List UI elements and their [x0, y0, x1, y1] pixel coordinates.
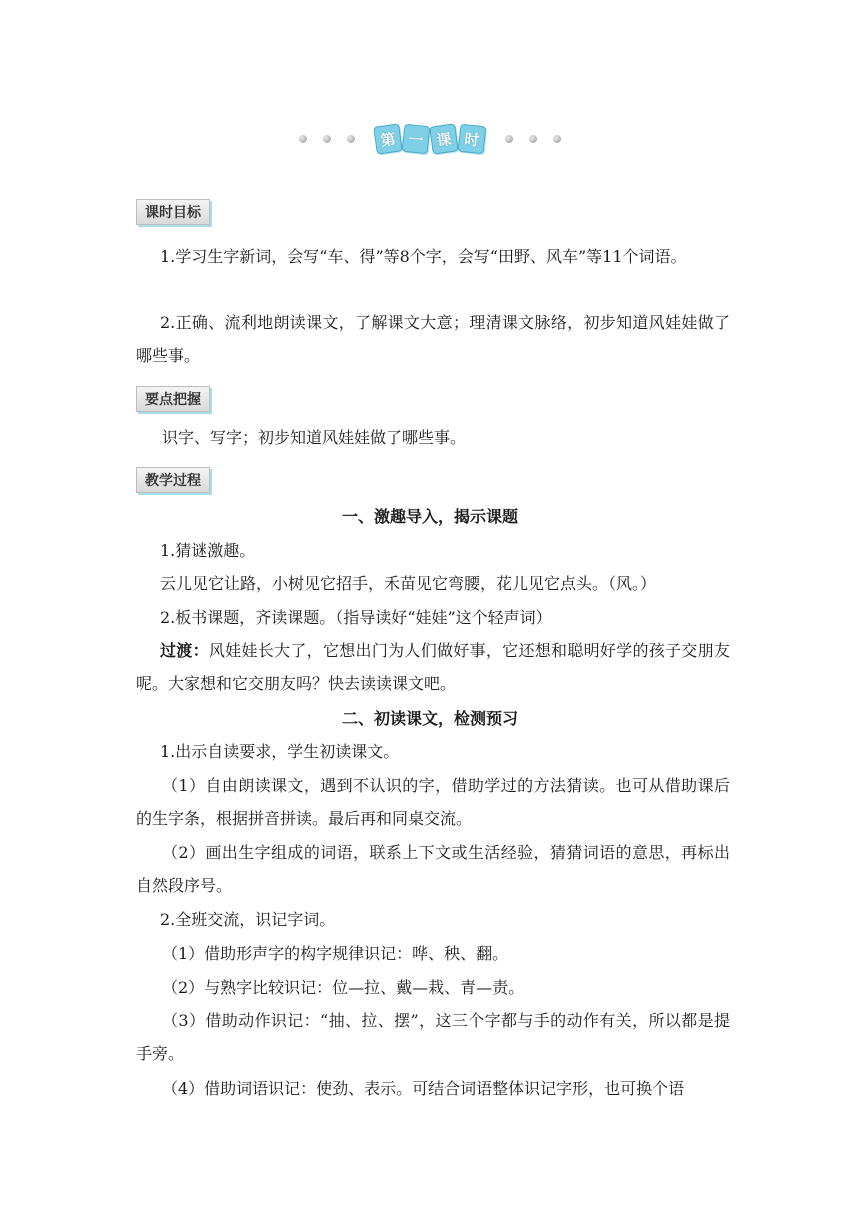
key-points-label	[136, 386, 210, 412]
section-heading-1: 一、激趣导入，揭示课题	[341, 507, 518, 526]
paragraph: 1.出示自读要求，学生初读课文。	[160, 742, 400, 761]
objective-item-1: 1.学习生字新词，会写“车、得”等8个字，会写“田野、风车”等11个词语。	[160, 247, 687, 266]
dot-icon	[299, 135, 307, 143]
paragraph: （2）与熟字比较识记：位—拉、戴—栽、青—责。	[162, 978, 525, 997]
lesson-char: 一	[402, 124, 431, 155]
lesson-char: 课	[429, 123, 459, 154]
lesson-char: 时	[458, 124, 487, 155]
left-dots	[291, 135, 363, 143]
lesson-char: 第	[373, 123, 403, 154]
lesson-badge	[375, 125, 485, 153]
paragraph: （4）借助词语识记：使劲、表示。可结合词语整体识记字形，也可换个语	[162, 1079, 685, 1098]
objective-item-2: 2.正确、流利地朗读课文，了解课文大意；理清课文脉络，初步知道风娃娃做了哪些事。	[136, 313, 730, 365]
paragraph: 云儿见它让路，小树见它招手，禾苗见它弯腰，花儿见它点头。（风。）	[160, 574, 657, 593]
objectives-label-text: 课时目标	[145, 205, 201, 221]
section-heading-2: 二、初读课文，检测预习	[341, 709, 518, 728]
key-points-label-text: 要点把握	[145, 392, 201, 408]
right-dots	[497, 135, 569, 143]
paragraph: （1）借助形声字的构字规律识记：哗、秧、翻。	[162, 944, 509, 963]
paragraph: 2.全班交流，识记字词。	[160, 910, 336, 929]
paragraph: （2）画出生字组成的词语，联系上下文或生活经验，猜猜词语的意思，再标出自然段序号。	[136, 843, 730, 895]
paragraph: 2.板书课题，齐读课题。（指导读好“娃娃”这个轻声词）	[160, 608, 552, 627]
dot-icon	[347, 135, 355, 143]
lesson-header	[0, 122, 860, 156]
dot-icon	[323, 135, 331, 143]
dot-icon	[529, 135, 537, 143]
key-points-text: 识字、写字；初步知道风娃娃做了哪些事。	[162, 428, 467, 447]
paragraph: （1）自由朗读课文，遇到不认识的字，借助学过的方法猜读。也可从借助课后的生字条，根据拼音拼读。最后再和同桌交流。	[136, 776, 730, 828]
process-label	[136, 467, 210, 493]
paragraph: 1.猜谜激趣。	[160, 541, 256, 560]
paragraph: （3）借助动作识记：“抽、拉、摆”，这三个字都与手的动作有关，所以都是提手旁。	[136, 1011, 730, 1063]
process-label-text: 教学过程	[145, 473, 201, 489]
dot-icon	[505, 135, 513, 143]
transition-paragraph	[136, 634, 730, 700]
objectives-label	[136, 199, 210, 225]
transition-text: 风娃娃长大了，它想出门为人们做好事，它还想和聪明好学的孩子交朋友呢。大家想和它交朋友吗？快去读读课文吧。	[136, 641, 730, 693]
transition-label: 过渡：	[160, 641, 209, 660]
dot-icon	[553, 135, 561, 143]
